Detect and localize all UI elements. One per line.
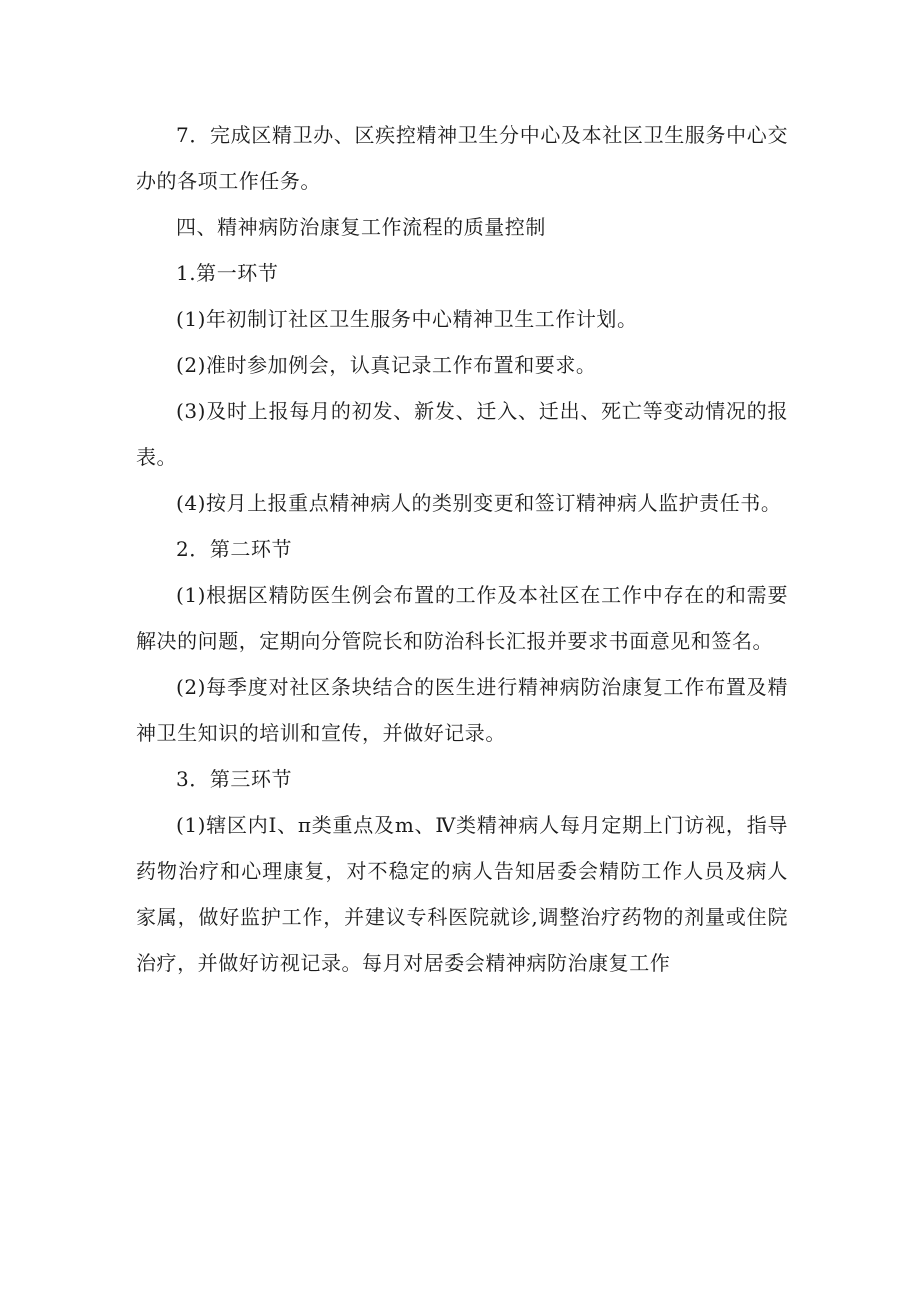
subheading-stage-1: 1.第一环节 [176,261,279,285]
paragraph-task-7: 7．完成区精卫办、区疾控精神卫生分中心及本社区卫生服务中心交办的各项工作任务。 [136,123,788,193]
paragraph-stage-2-item-2: (2)每季度对社区条块结合的医生进行精神病防治康复工作布置及精神卫生知识的培训和宣传，并做好记录。 [136,675,788,745]
subheading-stage-2: 2．第二环节 [176,537,293,561]
paragraph-stage-1-item-1: (1)年初制订社区卫生服务中心精神卫生工作计划。 [176,307,638,331]
paragraph-stage-3-item-1: (1)辖区内Ⅰ、π类重点及m、Ⅳ类精神病人每月定期上门访视，指导药物治疗和心理康复，对不稳定的病人告知居委会精防工作人员及病人家属，做好监护工作，并建议专科医院就诊,调整治疗药物的剂量或住院治疗，并做好访视记录。每月对居委会精神病防治康复工作 [136,813,788,975]
section-heading-4: 四、精神病防治康复工作流程的质量控制 [176,215,546,239]
paragraph-stage-1-item-3: (3)及时上报每月的初发、新发、迁入、迁出、死亡等变动情况的报表。 [136,399,788,469]
paragraph-stage-2-item-1: (1)根据区精防医生例会布置的工作及本社区在工作中存在的和需要解决的问题，定期向分管院长和防治科长汇报并要求书面意见和签名。 [136,583,788,653]
paragraph-stage-1-item-4: (4)按月上报重点精神病人的类别变更和签订精神病人监护责任书。 [176,491,782,515]
paragraph-stage-1-item-2: (2)准时参加例会，认真记录工作布置和要求。 [176,353,597,377]
document-body [136,112,788,986]
subheading-stage-3: 3．第三环节 [176,767,293,791]
